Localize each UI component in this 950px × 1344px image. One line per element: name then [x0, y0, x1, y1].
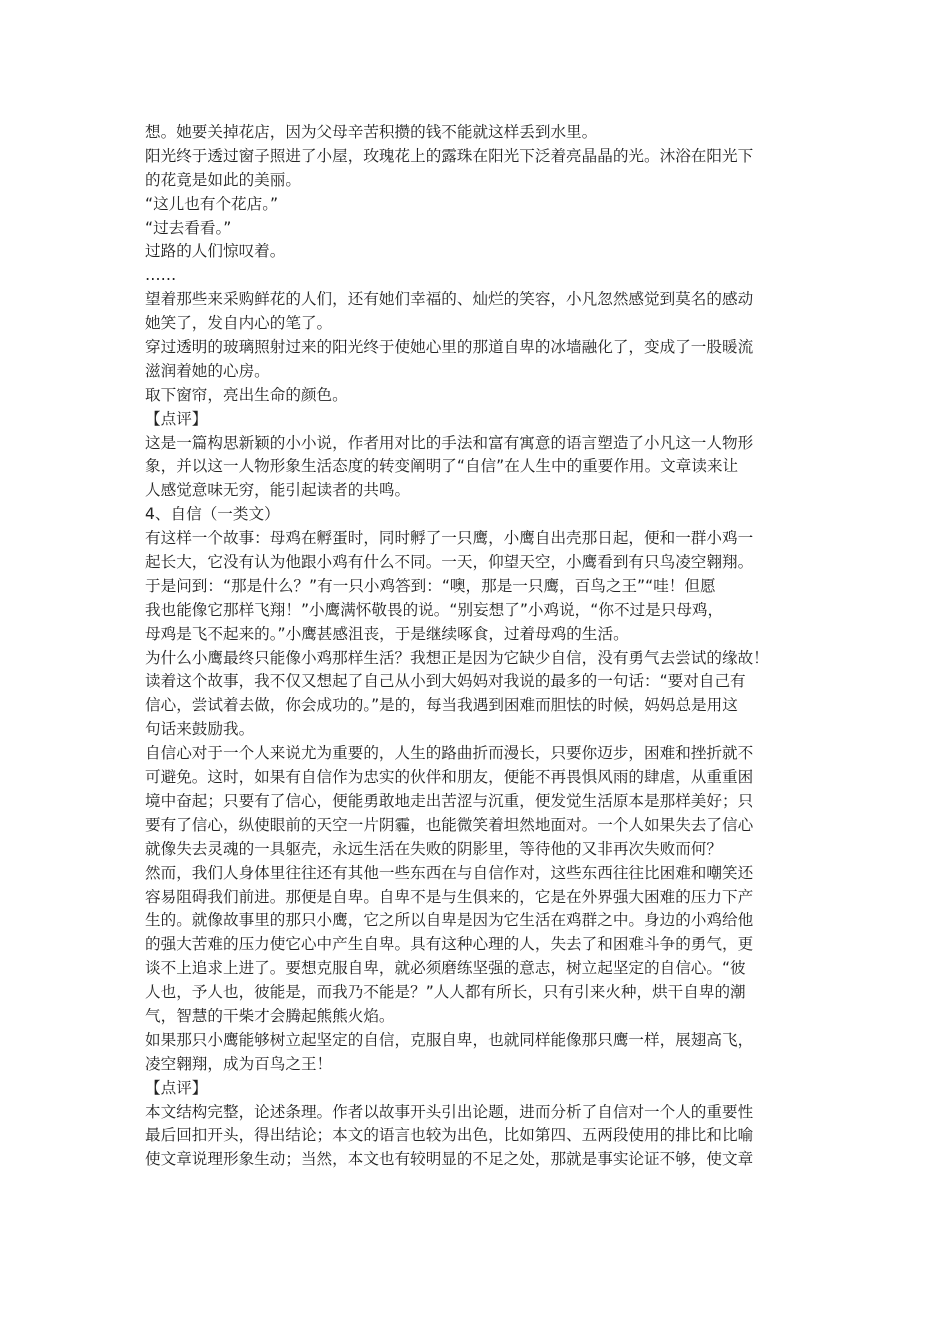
text-line: 起长大，它没有认为他跟小鸡有什么不同。一天，仰望天空，小鹰看到有只鸟凌空翱翔。: [145, 553, 754, 572]
text-line: 句话来鼓励我。: [145, 720, 255, 739]
text-line: 读着这个故事，我不仅又想起了自己从小到大妈妈对我说的最多的一句话：“要对自己有: [145, 672, 746, 691]
text-line: 有这样一个故事：母鸡在孵蛋时，同时孵了一只鹰，小鹰自出壳那日起，便和一群小鸡一: [145, 529, 754, 548]
text-line: 信心，尝试着去做，你会成功的。”是的，每当我遇到困难而胆怯的时候，妈妈总是用这: [145, 696, 738, 715]
text-line: 于是问到：“那是什么？”有一只小鸡答到：“噢，那是一只鹰，百鸟之王”“哇！但愿: [145, 576, 716, 595]
text-line: 谈不上追求上进了。要想克服自卑，就必须磨练坚强的意志，树立起坚定的自信心。“彼: [145, 959, 746, 978]
text-line: 最后回扣开头，得出结论；本文的语言也较为出色，比如第四、五两段使用的排比和比喻: [145, 1126, 754, 1145]
text-line: 取下窗帘，亮出生命的颜色。: [145, 385, 348, 404]
text-line: 人也，予人也，彼能是，而我乃不能是？”人人都有所长，只有引来火种，烘干自卑的潮: [145, 983, 746, 1002]
text-line: 如果那只小鹰能够树立起坚定的自信，克服自卑，也就同样能像那只鹰一样，展翅高飞，: [145, 1030, 754, 1049]
text-line: 【点评】: [145, 1078, 208, 1097]
text-line: 【点评】: [145, 409, 208, 428]
text-line: 母鸡是飞不起来的。”小鹰甚感沮丧，于是继续啄食，过着母鸡的生活。: [145, 624, 629, 643]
text-line: 象，并以这一人物形象生活态度的转变阐明了“自信”在人生中的重要作用。文章读来让: [145, 457, 739, 476]
text-line: 凌空翱翔，成为百鸟之王！: [145, 1054, 333, 1073]
text-line: 容易阻碍我们前进。那便是自卑。自卑不是与生俱来的，它是在外界强大困难的压力下产: [145, 887, 754, 906]
text-line: 境中奋起；只要有了信心，便能勇敢地走出苦涩与沉重，便发觉生活原本是那样美好；只: [145, 791, 754, 810]
text-line: 4、自信（一类文）: [145, 505, 280, 524]
text-line: 可避免。这时，如果有自信作为忠实的伙伴和朋友，便能不再畏惧风雨的肆虐，从重重困: [145, 768, 754, 787]
text-line: 穿过透明的玻璃照射过来的阳光终于使她心里的那道自卑的冰墙融化了，变成了一股暖流: [145, 338, 754, 357]
text-line: 滋润着她的心房。: [145, 361, 270, 380]
text-line: 她笑了，发自内心的笔了。: [145, 314, 333, 333]
text-line: 要有了信心，纵使眼前的天空一片阴霾，也能微笑着坦然地面对。一个人如果失去了信心: [145, 815, 754, 834]
text-line: 生的。就像故事里的那只小鹰，它之所以自卑是因为它生活在鸡群之中。身边的小鸡给他: [145, 911, 754, 930]
text-line: 就像失去灵魂的一具躯壳，永远生活在失败的阴影里，等待他的又非再次失败而何？: [145, 839, 722, 858]
text-line: 气，智慧的干柴才会腾起熊熊火焰。: [145, 1006, 395, 1025]
text-line: 然而，我们人身体里往往还有其他一些东西在与自信作对，这些东西往往比困难和嘲笑还: [145, 863, 754, 882]
text-line: “这儿也有个花店。”: [145, 194, 279, 213]
document-body: [145, 121, 810, 1172]
text-line: 使文章说理形象生动；当然，本文也有较明显的不足之处，那就是事实论证不够，使文章: [145, 1150, 754, 1169]
text-line: 望着那些来采购鲜花的人们，还有她们幸福的、灿烂的笑容，小凡忽然感觉到莫名的感动: [145, 290, 754, 309]
text-line: 我也能像它那样飞翔！”小鹰满怀敬畏的说。“别妄想了”小鸡说，“你不过是只母鸡，: [145, 600, 724, 619]
text-line: 想。她要关掉花店，因为父母辛苦积攒的钱不能就这样丢到水里。: [145, 123, 598, 141]
text-line: 这是一篇构思新颖的小小说，作者用对比的手法和富有寓意的语言塑造了小凡这一人物形: [145, 433, 754, 452]
text-line: “过去看看。”: [145, 218, 232, 237]
text-line: 的花竟是如此的美丽。: [145, 170, 301, 189]
text-line: 自信心对于一个人来说尤为重要的，人生的路曲折而漫长，只要你迈步，困难和挫折就不: [145, 744, 754, 763]
text-line: 为什么小鹰最终只能像小鸡那样生活？我想正是因为它缺少自信，没有勇气去尝试的缘故！: [145, 648, 769, 667]
text-line: 的强大苦难的压力使它心中产生自卑。具有这种心理的人，失去了和困难斗争的勇气，更: [145, 935, 754, 954]
text-line: 过路的人们惊叹着。: [145, 242, 286, 261]
text-line: 人感觉意味无穷，能引起读者的共鸣。: [145, 481, 411, 500]
text-line: ……: [145, 266, 177, 285]
text-line: 本文结构完整，论述条理。作者以故事开头引出论题，进而分析了自信对一个人的重要性: [145, 1102, 754, 1121]
text-line: 阳光终于透过窗子照进了小屋，玫瑰花上的露珠在阳光下泛着亮晶晶的光。沐浴在阳光下: [145, 146, 754, 165]
